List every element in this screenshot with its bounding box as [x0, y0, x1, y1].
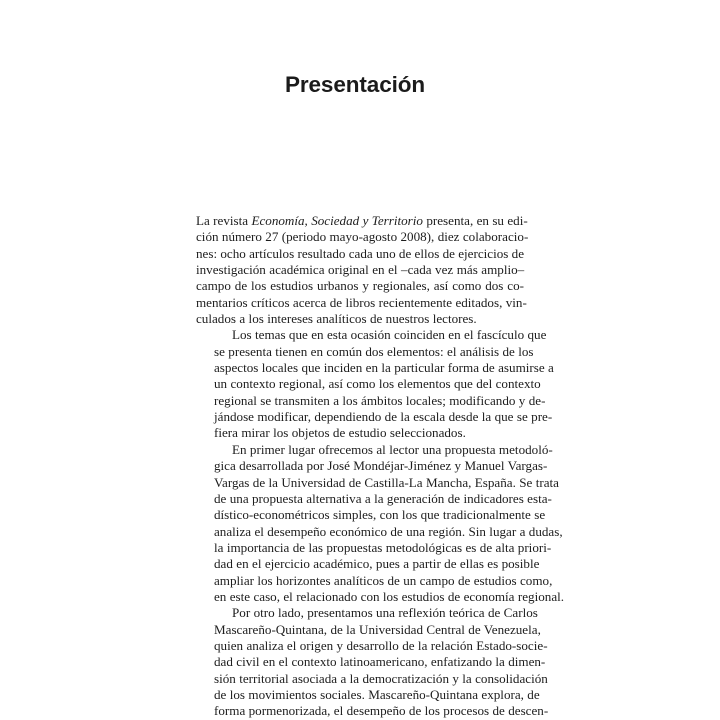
body-line: dístico-econométricos simples, con los que tradicionalmente se: [214, 507, 546, 523]
body-line: se presenta tienen en común dos elementos: el análisis de los: [214, 343, 534, 359]
body-line: de una propuesta alternativa a la generación de indicadores esta-: [214, 490, 552, 506]
body-line: de los movimientos sociales. Mascareño-Quintana explora, de: [214, 686, 540, 702]
body-line: un contexto regional, así como los elementos que del contexto: [214, 376, 541, 392]
body-line: Vargas de la Universidad de Castilla-La Mancha, España. Se trata: [214, 474, 559, 490]
body-line: gica desarrollada por José Mondéjar-Jiménez y Manuel Vargas-: [214, 458, 548, 474]
body-line: la importancia de las propuestas metodológicas es de alta priori-: [214, 539, 552, 555]
body-paragraph: [196, 441, 565, 605]
body-line: dad en el ejercicio académico, pues a partir de ellas es posible: [214, 556, 540, 572]
body-line: fiera mirar los objetos de estudio seleccionados.: [214, 425, 466, 441]
body-paragraph: [196, 605, 549, 719]
body-line: mentarios críticos acerca de libros recientemente editados, vin-: [196, 294, 527, 310]
body-line: Por otro lado, presentamos una reflexión teórica de Carlos: [232, 605, 538, 621]
body-paragraph: [196, 213, 529, 327]
body-line: nes: ocho artículos resultado cada uno de ellos de ejercicios de: [196, 245, 525, 261]
body-line: Los temas que en esta ocasión coinciden en el fascículo que: [232, 327, 547, 343]
body-text-column: [196, 213, 565, 720]
body-line: dad civil en el contexto latinoamericano, enfatizando la dimen-: [214, 654, 546, 670]
body-line: En primer lugar ofrecemos al lector una propuesta metodoló-: [232, 441, 553, 457]
body-line: forma pormenorizada, el desempeño de los procesos de descen-: [214, 703, 549, 719]
body-line: campo de los estudios urbanos y regionales, así como dos co-: [196, 278, 524, 294]
body-line: ampliar los horizontes analíticos de un campo de estudios como,: [214, 572, 553, 588]
body-line: culados a los intereses analíticos de nuestros lectores.: [196, 311, 477, 327]
body-line: analiza el desempeño económico de una región. Sin lugar a dudas,: [214, 523, 563, 539]
body-line: ción número 27 (periodo mayo-agosto 2008), diez colaboracio-: [196, 229, 529, 245]
body-line: regional se transmiten a los ámbitos locales; modificando y de-: [214, 392, 546, 408]
body-line: aspectos locales que inciden en la particular forma de asumirse a: [214, 360, 554, 376]
page-title: Presentación: [284, 72, 426, 98]
body-line: sión territorial asociada a la democratización y la consolidación: [214, 670, 548, 686]
body-line: investigación académica original en el –cada vez más amplio–: [196, 262, 525, 278]
body-line: Mascareño-Quintana, de la Universidad Central de Venezuela,: [214, 621, 541, 637]
body-line: en este caso, el relacionado con los estudios de economía regional.: [214, 588, 565, 604]
body-line: jándose modificar, dependiendo de la escala desde la que se pre-: [214, 409, 553, 425]
body-paragraph: [196, 327, 554, 441]
body-line: La revista Economía, Sociedad y Territorio presenta, en su edi-: [196, 213, 528, 228]
body-line: quien analiza el origen y desarrollo de la relación Estado-socie-: [214, 637, 548, 653]
